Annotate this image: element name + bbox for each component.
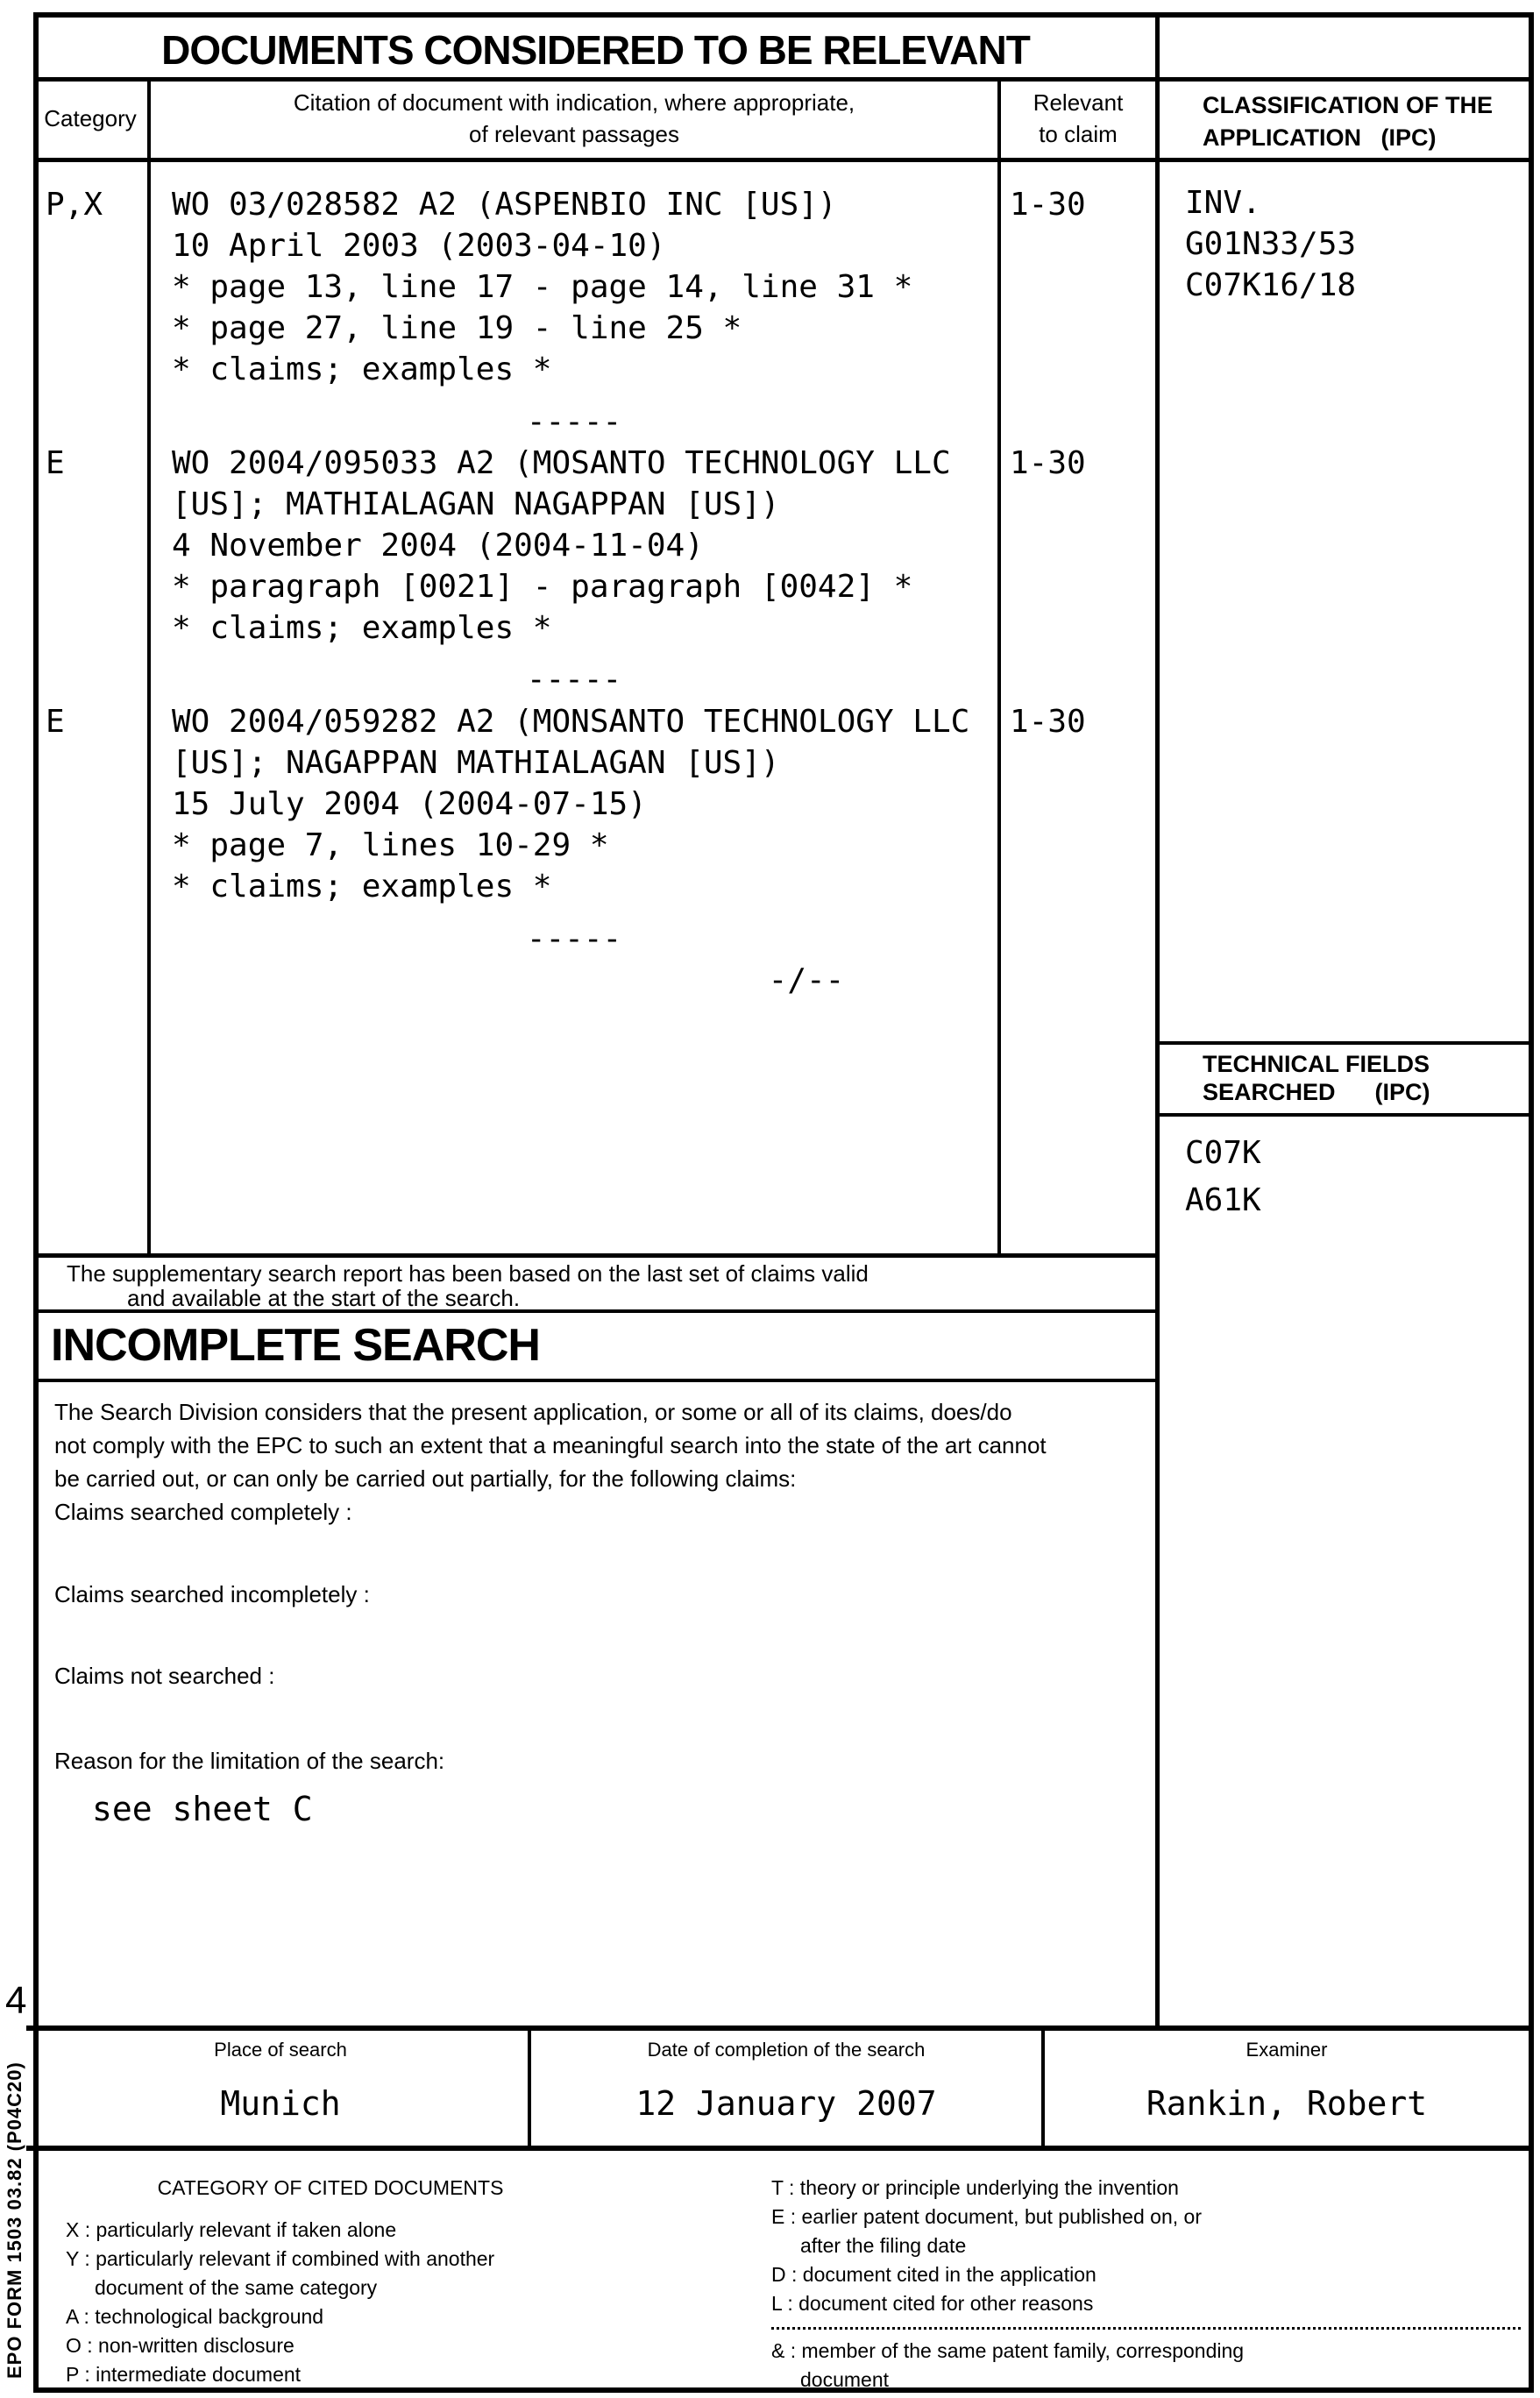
- legend-left-heading: CATEGORY OF CITED DOCUMENTS: [157, 2176, 504, 2199]
- legend-item-y: Y : particularly relevant if combined with another: [66, 2247, 495, 2270]
- border-right: [1529, 12, 1534, 2393]
- legend-item-ampersand-cont: document: [800, 2368, 890, 2391]
- legend-item-t: T : theory or principle underlying the invention: [771, 2176, 1179, 2199]
- line-below-title: [33, 77, 1534, 82]
- citation-column-header-line2: of relevant passages: [469, 121, 679, 147]
- citation-2-separator: -----: [526, 662, 622, 698]
- line-techfields-top: [1158, 1041, 1534, 1045]
- date-of-completion-label: Date of completion of the search: [647, 2039, 926, 2061]
- citation-2-line2: [US]; MATHIALAGAN NAGAPPAN [US]): [172, 486, 780, 522]
- claims-not-searched-label: Claims not searched :: [54, 1663, 275, 1689]
- citation-1-line5: * claims; examples *: [172, 351, 552, 387]
- citation-3-relevant-claims: 1-30: [1010, 704, 1086, 740]
- citation-3-line2: [US]; NAGAPPAN MATHIALAGAN [US]): [172, 745, 780, 781]
- classification-ipc-line2: G01N33/53: [1185, 226, 1357, 262]
- citation-3-line5: * claims; examples *: [172, 869, 552, 905]
- citation-3-category: E: [46, 704, 65, 740]
- incomplete-search-para-line2: not comply with the EPC to such an extent that a meaningful search into the state of the art cannot: [54, 1432, 1047, 1458]
- incomplete-search-para-line3: be carried out, or can only be carried out partially, for the following claims:: [54, 1465, 797, 1492]
- legend-item-p: P : intermediate document: [66, 2363, 302, 2386]
- claims-searched-incompletely-label: Claims searched incompletely :: [54, 1581, 370, 1607]
- technical-fields-header-line1: TECHNICAL FIELDS: [1203, 1051, 1430, 1077]
- citation-2-line4: * paragraph [0021] - paragraph [0042] *: [172, 569, 913, 605]
- supplementary-note-line2: and available at the start of the search.: [127, 1285, 521, 1311]
- citation-1-line4: * page 27, line 19 - line 25 *: [172, 310, 742, 346]
- divider-left-right-column: [1155, 12, 1160, 2031]
- citation-2-line5: * claims; examples *: [172, 610, 552, 646]
- legend-item-x: X : particularly relevant if taken alone: [66, 2218, 397, 2241]
- supplementary-note-line1: The supplementary search report has been based on the last set of claims valid: [67, 1260, 869, 1287]
- legend-item-d: D : document cited in the application: [771, 2263, 1096, 2286]
- border-top: [33, 12, 1534, 18]
- line-footer-bottom: [26, 2146, 1534, 2151]
- classification-ipc-line3: C07K16/18: [1185, 267, 1357, 303]
- incomplete-search-para-line1: The Search Division considers that the present application, or some or all of its claims, does/do: [54, 1399, 1012, 1425]
- relevant-column-header-line2: to claim: [1039, 121, 1118, 147]
- page-title: DOCUMENTS CONSIDERED TO BE RELEVANT: [161, 27, 1030, 73]
- legend-item-ampersand: & : member of the same patent family, corresponding: [771, 2339, 1245, 2362]
- legend-item-e-cont: after the filing date: [800, 2234, 967, 2257]
- citation-1-separator: -----: [526, 404, 622, 440]
- classification-header-line1: CLASSIFICATION OF THE: [1203, 92, 1493, 118]
- divider-citation-relevant: [997, 77, 1001, 1258]
- citation-1-category: P,X: [46, 187, 103, 223]
- relevant-column-header-line1: Relevant: [1033, 89, 1124, 116]
- search-limitation-reason-value: see sheet C: [92, 1790, 313, 1828]
- place-of-search-value: Munich: [220, 2084, 341, 2123]
- legend-dotted-divider: [771, 2327, 1521, 2330]
- citation-2-line3: 4 November 2004 (2004-11-04): [172, 528, 704, 564]
- line-below-header-row: [33, 158, 1534, 162]
- line-citations-bottom: [33, 1253, 1160, 1258]
- examiner-value: Rankin, Robert: [1146, 2084, 1428, 2123]
- citation-2-line1: WO 2004/095033 A2 (MOSANTO TECHNOLOGY LLC: [172, 445, 951, 481]
- category-column-header: Category: [44, 105, 137, 131]
- citation-2-relevant-claims: 1-30: [1010, 445, 1086, 481]
- technical-fields-header-line2: SEARCHED (IPC): [1203, 1079, 1430, 1105]
- place-of-search-label: Place of search: [214, 2039, 347, 2061]
- classification-header-line2: APPLICATION (IPC): [1203, 124, 1437, 151]
- search-limitation-reason-label: Reason for the limitation of the search:: [54, 1748, 445, 1774]
- citation-2-category: E: [46, 445, 65, 481]
- margin-sheet-number: 4: [5, 1979, 27, 2022]
- line-techfields-bottom: [1158, 1113, 1534, 1117]
- technical-fields-value1: C07K: [1185, 1135, 1261, 1171]
- legend-item-e: E : earlier patent document, but published on, or: [771, 2205, 1202, 2228]
- legend-item-o: O : non-written disclosure: [66, 2334, 295, 2357]
- citation-3-line1: WO 2004/059282 A2 (MONSANTO TECHNOLOGY LLC: [172, 704, 970, 740]
- incomplete-search-heading: INCOMPLETE SEARCH: [51, 1320, 540, 1371]
- claims-searched-completely-label: Claims searched completely :: [54, 1499, 352, 1525]
- legend-item-y-cont: document of the same category: [95, 2276, 378, 2299]
- citation-1-line2: 10 April 2003 (2003-04-10): [172, 228, 666, 264]
- line-incomplete-header-bottom: [33, 1379, 1160, 1382]
- citation-3-separator: -----: [526, 921, 622, 957]
- technical-fields-value2: A61K: [1185, 1182, 1261, 1218]
- citation-3-line4: * page 7, lines 10-29 *: [172, 827, 609, 863]
- citation-3-line3: 15 July 2004 (2004-07-15): [172, 786, 647, 822]
- legend-item-l: L : document cited for other reasons: [771, 2292, 1094, 2315]
- classification-ipc-line1: INV.: [1185, 185, 1261, 221]
- citation-1-line3: * page 13, line 17 - page 14, line 31 *: [172, 269, 913, 305]
- citation-1-line1: WO 03/028582 A2 (ASPENBIO INC [US]): [172, 187, 837, 223]
- date-of-completion-value: 12 January 2007: [635, 2084, 937, 2123]
- line-footer-top: [26, 2026, 1534, 2031]
- citation-column-header-line1: Citation of document with indication, where appropriate,: [293, 89, 855, 116]
- legend-item-a: A : technological background: [66, 2305, 324, 2328]
- continuation-mark: -/--: [768, 962, 845, 998]
- citation-1-relevant-claims: 1-30: [1010, 187, 1086, 223]
- margin-form-id: EPO FORM 1503 03.82 (P04C20): [4, 2061, 25, 2379]
- examiner-label: Examiner: [1245, 2039, 1328, 2061]
- border-left: [33, 12, 39, 2393]
